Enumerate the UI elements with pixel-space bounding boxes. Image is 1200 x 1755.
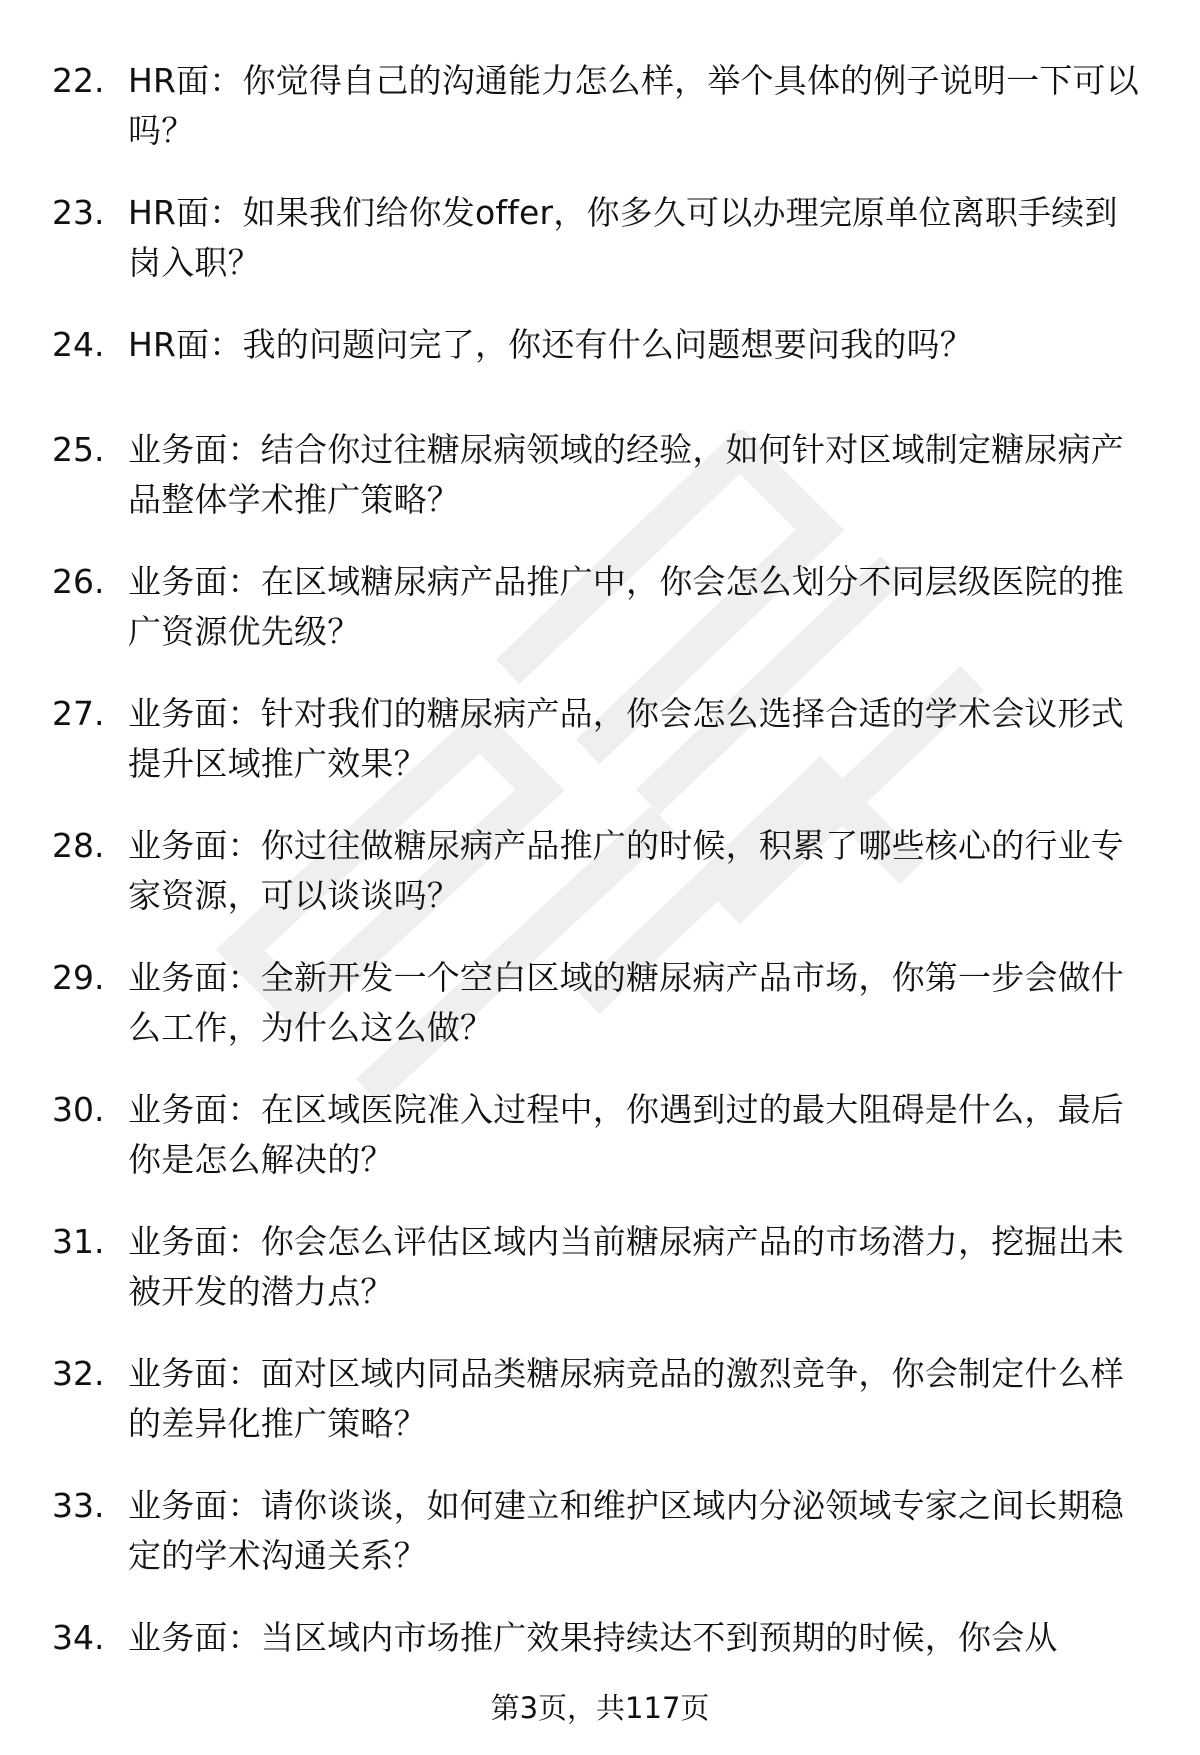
list-item bbox=[0, 1085, 1200, 1217]
question-text: 业务面：在区域医院准入过程中，你遇到过的最大阻碍是什么，最后你是怎么解决的？ bbox=[128, 1090, 1124, 1179]
question-text: HR面：我的问题问完了，你还有什么问题想要问我的吗？ bbox=[128, 325, 973, 364]
list-item bbox=[0, 953, 1200, 1085]
question-list bbox=[0, 56, 1200, 1673]
list-item bbox=[0, 425, 1200, 557]
question-number: 33. bbox=[52, 1486, 105, 1525]
question-text: 业务面：你会怎么评估区域内当前糖尿病产品的市场潜力，挖掘出未被开发的潜力点？ bbox=[128, 1222, 1124, 1311]
question-number: 22. bbox=[52, 61, 105, 100]
question-number: 34. bbox=[52, 1618, 105, 1657]
question-number: 28. bbox=[52, 826, 105, 865]
question-text: 业务面：针对我们的糖尿病产品，你会怎么选择合适的学术会议形式提升区域推广效果？ bbox=[128, 694, 1124, 783]
question-number: 25. bbox=[52, 430, 105, 469]
question-text: HR面：如果我们给你发offer，你多久可以办理完原单位离职手续到岗入职？ bbox=[128, 193, 1118, 282]
list-item bbox=[0, 320, 1200, 425]
list-item bbox=[0, 689, 1200, 821]
question-text: 业务面：当区域内市场推广效果持续达不到预期的时候，你会从 bbox=[128, 1618, 1058, 1657]
list-item bbox=[0, 56, 1200, 188]
question-number: 31. bbox=[52, 1222, 105, 1261]
question-text: 业务面：结合你过往糖尿病领域的经验，如何针对区域制定糖尿病产品整体学术推广策略？ bbox=[128, 430, 1124, 519]
question-number: 26. bbox=[52, 562, 105, 601]
list-item bbox=[0, 1613, 1200, 1673]
list-item bbox=[0, 557, 1200, 689]
list-item bbox=[0, 1481, 1200, 1613]
question-number: 32. bbox=[52, 1354, 105, 1393]
question-number: 29. bbox=[52, 958, 105, 997]
page-footer: 第3页，共117页 bbox=[490, 1691, 710, 1725]
list-item bbox=[0, 1217, 1200, 1349]
question-text: 业务面：在区域糖尿病产品推广中，你会怎么划分不同层级医院的推广资源优先级？ bbox=[128, 562, 1124, 651]
question-text: 业务面：你过往做糖尿病产品推广的时候，积累了哪些核心的行业专家资源，可以谈谈吗？ bbox=[128, 826, 1124, 915]
list-item bbox=[0, 188, 1200, 320]
list-item bbox=[0, 1349, 1200, 1481]
question-text: 业务面：请你谈谈，如何建立和维护区域内分泌领域专家之间长期稳定的学术沟通关系？ bbox=[128, 1486, 1124, 1575]
question-text: 业务面：全新开发一个空白区域的糖尿病产品市场，你第一步会做什么工作，为什么这么做？ bbox=[128, 958, 1124, 1047]
question-text: HR面：你觉得自己的沟通能力怎么样，举个具体的例子说明一下可以吗？ bbox=[128, 61, 1139, 150]
question-number: 24. bbox=[52, 325, 105, 364]
question-number: 27. bbox=[52, 694, 105, 733]
document-page bbox=[0, 56, 1200, 1673]
question-text: 业务面：面对区域内同品类糖尿病竞品的激烈竞争，你会制定什么样的差异化推广策略？ bbox=[128, 1354, 1124, 1443]
list-item bbox=[0, 821, 1200, 953]
question-number: 30. bbox=[52, 1090, 105, 1129]
question-number: 23. bbox=[52, 193, 105, 232]
